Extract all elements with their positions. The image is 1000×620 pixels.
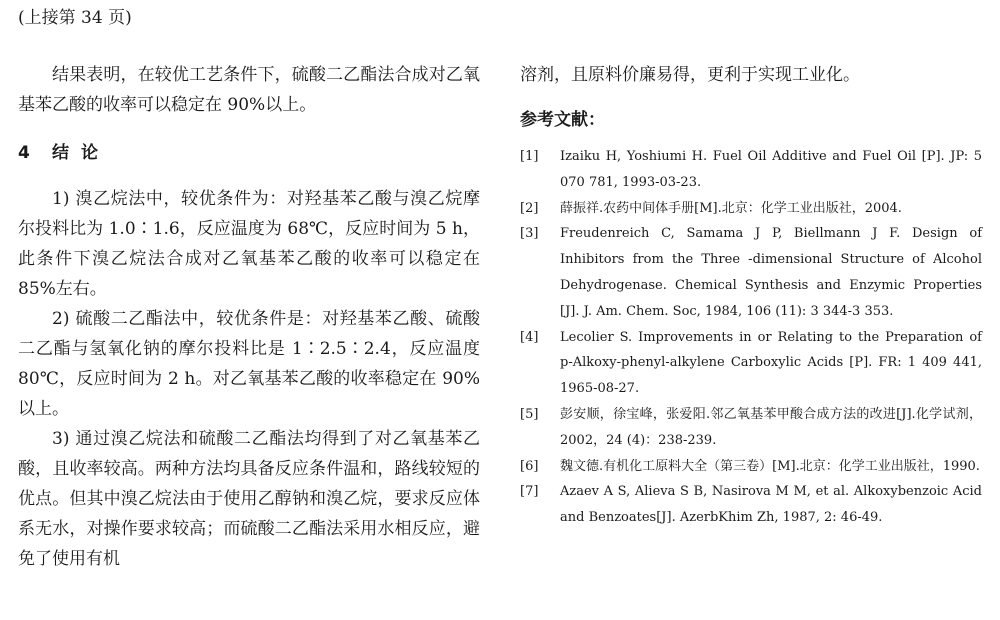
reference-item-5: [520, 402, 982, 454]
reference-text: 魏文德.有机化工原料大全（第三卷）[M].北京：化学工业出版社，1990.: [560, 458, 980, 474]
conclusion-item-1: 1) 溴乙烷法中，较优条件为：对羟基苯乙酸与溴乙烷摩尔投料比为 1.0∶1.6，反应温度为 68℃，反应时间为 5 h，此条件下溴乙烷法合成对乙氧基苯乙酸的收率可以稳定在 85%左右。: [18, 189, 480, 299]
reference-number: [6]: [520, 458, 539, 474]
right-column: [520, 60, 982, 531]
reference-item-2: [520, 196, 982, 222]
continuation-paragraph: 溶剂，且原料价廉易得，更利于实现工业化。: [520, 65, 860, 85]
reference-text: 薛振祥.农药中间体手册[M].北京：化学工业出版社，2004.: [560, 200, 902, 216]
reference-list: [520, 144, 982, 531]
reference-number: [7]: [520, 484, 539, 500]
conclusion-item-3: 3) 通过溴乙烷法和硫酸二乙酯法均得到了对乙氧基苯乙酸，且收率较高。两种方法均具备反应条件温和，路线较短的优点。但其中溴乙烷法由于使用乙醇钠和溴乙烷，要求反应体系无水，对操作要求较高；而硫酸二乙酯法采用水相反应，避免了使用有机: [18, 429, 480, 569]
reference-number: [3]: [520, 226, 539, 242]
section-number: 4: [18, 143, 30, 163]
results-paragraph: 结果表明，在较优工艺条件下，硫酸二乙酯法合成对乙氧基苯乙酸的收率可以稳定在 90%以上。: [18, 65, 480, 115]
conclusion-item-2: 2) 硫酸二乙酯法中，较优条件是：对羟基苯乙酸、硫酸二乙酯与氢氧化钠的摩尔投料比是 1∶2.5∶2.4，反应温度 80℃，反应时间为 2 h。对乙氧基苯乙酸的收率稳定在 90%以上。: [18, 309, 480, 419]
reference-text: 彭安顺，徐宝峰，张爱阳.邻乙氧基苯甲酸合成方法的改进[J].化学试剂，2002，24 (4)：238-239.: [560, 406, 982, 448]
left-column: [18, 60, 480, 574]
reference-text: Freudenreich C, Samama J P, Biellmann J F. Design of Inhibitors from the Three -dimensional Structure of Alcohol Dehydrogenase. Chemical Synthesis and Enzymic Properties [J]. J. Am. Chem. Soc, 1984, 106 (11): 3 344-3 353.: [560, 226, 982, 319]
reference-text: Izaiku H, Yoshiumi H. Fuel Oil Additive and Fuel Oil [P]. JP: 5 070 781, 1993-03-23.: [560, 149, 982, 190]
reference-text: Lecolier S. Improvements in or Relating to the Preparation of p-Alkoxy-phenyl-alkylene Carboxylic Acids [P]. FR: 1 409 441, 1965-08-27.: [560, 329, 982, 397]
reference-item-7: [520, 479, 982, 531]
reference-number: [2]: [520, 200, 539, 216]
reference-number: [1]: [520, 149, 539, 164]
section-title: 结论: [52, 143, 110, 163]
reference-item-6: [520, 454, 982, 480]
references-heading: 参考文献：: [520, 110, 605, 130]
reference-item-1: [520, 144, 982, 196]
reference-number: [5]: [520, 406, 539, 422]
reference-text: Azaev A S, Alieva S B, Nasirova M M, et al. Alkoxybenzoic Acid and Benzoates[J]. AzerbKhim Zh, 1987, 2: 46-49.: [560, 484, 982, 526]
continued-from-note: (上接第 34 页): [18, 8, 132, 28]
reference-item-4: [520, 325, 982, 402]
reference-item-3: [520, 221, 982, 324]
section-heading-conclusions: [18, 138, 480, 168]
reference-number: [4]: [520, 329, 539, 345]
